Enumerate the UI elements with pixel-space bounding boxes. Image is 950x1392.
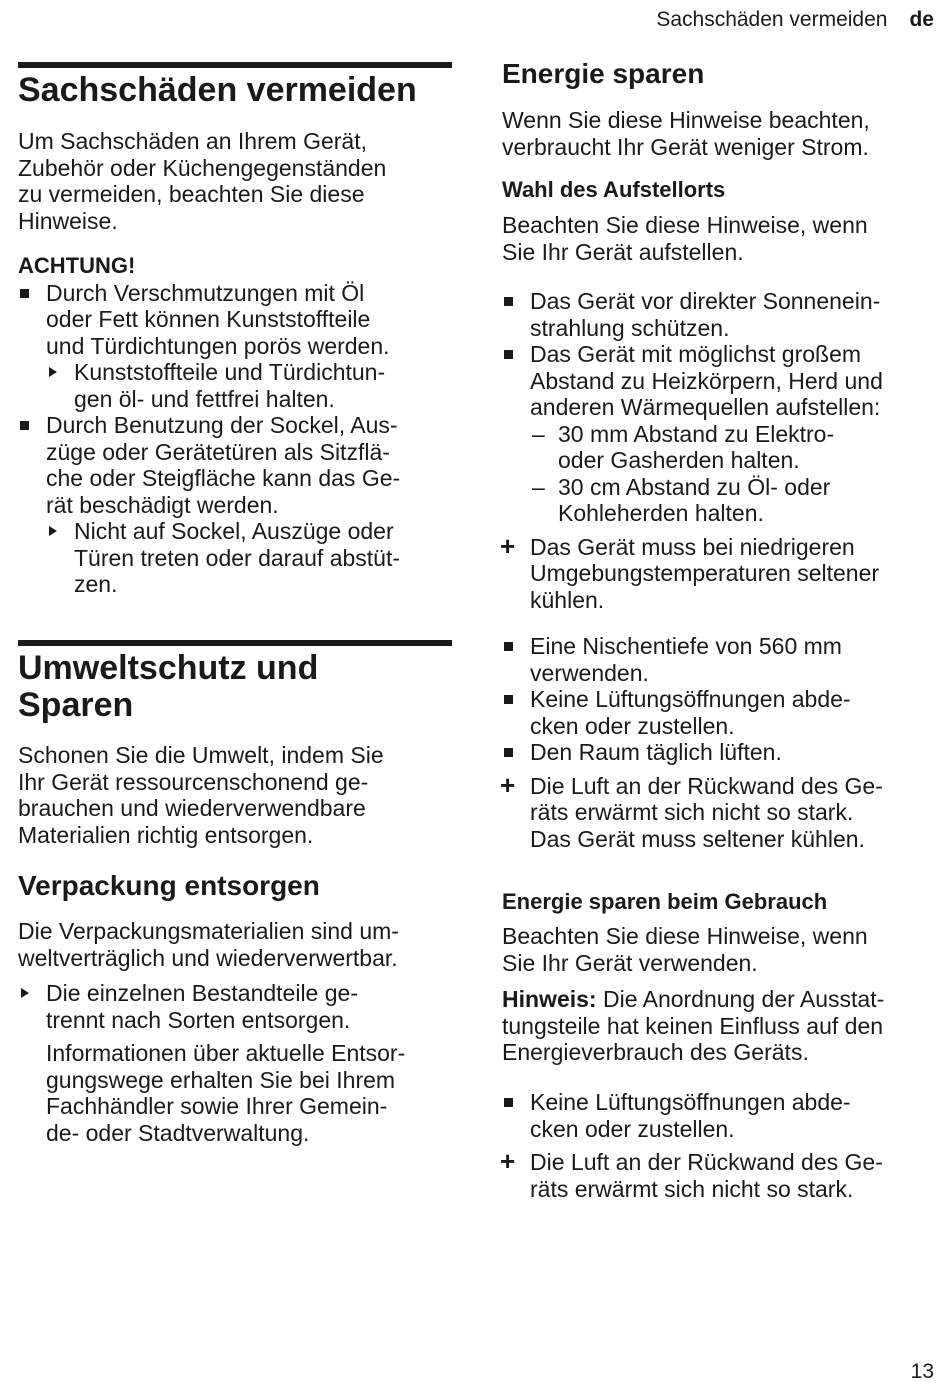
list-item: Keine Lüftungsöffnungen abde- cken oder zustellen.: [530, 1089, 851, 1142]
list-item: Kunststoffteile und Türdichtun- gen öl- und fettfrei halten.: [74, 359, 386, 412]
hinweis-label: Hinweis:: [502, 986, 597, 1012]
list-item: Nicht auf Sockel, Auszüge oder Türen treten oder darauf abstüt- zen.: [74, 518, 401, 597]
section-title-sachschaeden: Sachschäden vermeiden: [18, 71, 417, 109]
gebrauch-list: [502, 1089, 934, 1202]
list-item: Keine Lüftungsöffnungen abde- cken oder zustellen.: [530, 686, 851, 739]
intro-aufstellort: Beachten Sie diese Hinweise, wenn Sie Ihr Gerät aufstellen.: [502, 212, 868, 265]
intro-energie: Wenn Sie diese Hinweise beachten, verbraucht Ihr Gerät weniger Strom.: [502, 107, 870, 160]
running-header: [656, 8, 934, 32]
plus-icon: +: [500, 1146, 516, 1176]
hinweis-note: Hinweis: Die Anordnung der Ausstat- tungsteile hat keinen Einfluss auf den Energieverbrauch des Geräts.: [502, 986, 885, 1065]
list-item: Durch Verschmutzungen mit Öl oder Fett können Kunststoffteile und Türdichtungen porös werden.: [46, 279, 390, 359]
verpackung-steps: [18, 980, 452, 1146]
list-item: Durch Benutzung der Sockel, Aus- züge oder Gerätetüren als Sitzflä- che oder Steigfläche kann das Ge- rät beschädigt werden.: [46, 412, 401, 518]
plus-icon: +: [500, 530, 516, 561]
list-item: + Die Luft an der Rückwand des Ge- räts erwärmt sich nicht so stark.: [500, 1146, 883, 1202]
subsection-title-verpackung: Verpackung entsorgen: [18, 870, 320, 901]
intro-sachschaeden: Um Sachschäden an Ihrem Gerät, Zubehör oder Küchengegenständen zu vermeiden, beachten Sie diese Hinweise.: [18, 128, 387, 234]
list-item: Das Gerät mit möglichst großem Abstand zu Heizkörpern, Herd und anderen Wärmequellen aufstellen:: [530, 341, 883, 420]
section-rule: [18, 640, 452, 646]
warning-block: [18, 253, 452, 598]
info-paragraph: Informationen über aktuelle Entsor- gungswege erhalten Sie bei Ihrem Fachhändler sowie Ihrer Gemein- de- oder Stadtverwaltung.: [46, 1040, 406, 1146]
warning-label: ACHTUNG!: [18, 253, 136, 278]
list-item: + Die Luft an der Rückwand des Ge- räts erwärmt sich nicht so stark. Das Gerät muss seltener kühlen.: [500, 769, 883, 852]
intro-umweltschutz: Schonen Sie die Umwelt, indem Sie Ihr Gerät ressourcenschonend ge- brauchen und wiederverwendbare Materialien richtig entsorgen.: [18, 742, 384, 848]
list-item: – 30 mm Abstand zu Elektro- oder Gasherden halten.: [532, 420, 835, 473]
subsection-title-aufstellort: Wahl des Aufstellorts: [502, 177, 726, 202]
intro-verpackung: Die Verpackungsmaterialien sind um- weltverträglich und wiederverwertbar.: [18, 918, 399, 971]
intro-gebrauch: Beachten Sie diese Hinweise, wenn Sie Ihr Gerät verwenden.: [502, 923, 868, 976]
nische-list: [502, 633, 934, 852]
header-section: Sachschäden vermeiden: [656, 8, 888, 31]
section-rule: [18, 62, 452, 68]
section-title-energie: Energie sparen: [502, 58, 705, 89]
header-lang: de: [909, 8, 934, 31]
dash-bullet: –: [532, 473, 545, 500]
list-item: + Das Gerät muss bei niedrigeren Umgebungstemperaturen seltener kühlen.: [500, 530, 880, 613]
list-item: Die einzelnen Bestandteile ge- trennt nach Sorten entsorgen.: [46, 980, 358, 1033]
list-item: Das Gerät vor direkter Sonnenein- strahlung schützen.: [530, 288, 881, 341]
list-item: – 30 cm Abstand zu Öl- oder Kohleherden halten.: [532, 473, 831, 526]
subsection-title-gebrauch: Energie sparen beim Gebrauch: [502, 889, 828, 914]
section-title-umweltschutz: Umweltschutz und Sparen: [18, 649, 319, 724]
list-item: Eine Nischentiefe von 560 mm verwenden.: [530, 633, 842, 686]
plus-icon: +: [500, 769, 516, 800]
page-number: 13: [910, 1360, 934, 1383]
list-item: Den Raum täglich lüften.: [530, 739, 782, 765]
aufstellort-list: [502, 288, 934, 613]
dash-bullet: –: [532, 420, 545, 447]
